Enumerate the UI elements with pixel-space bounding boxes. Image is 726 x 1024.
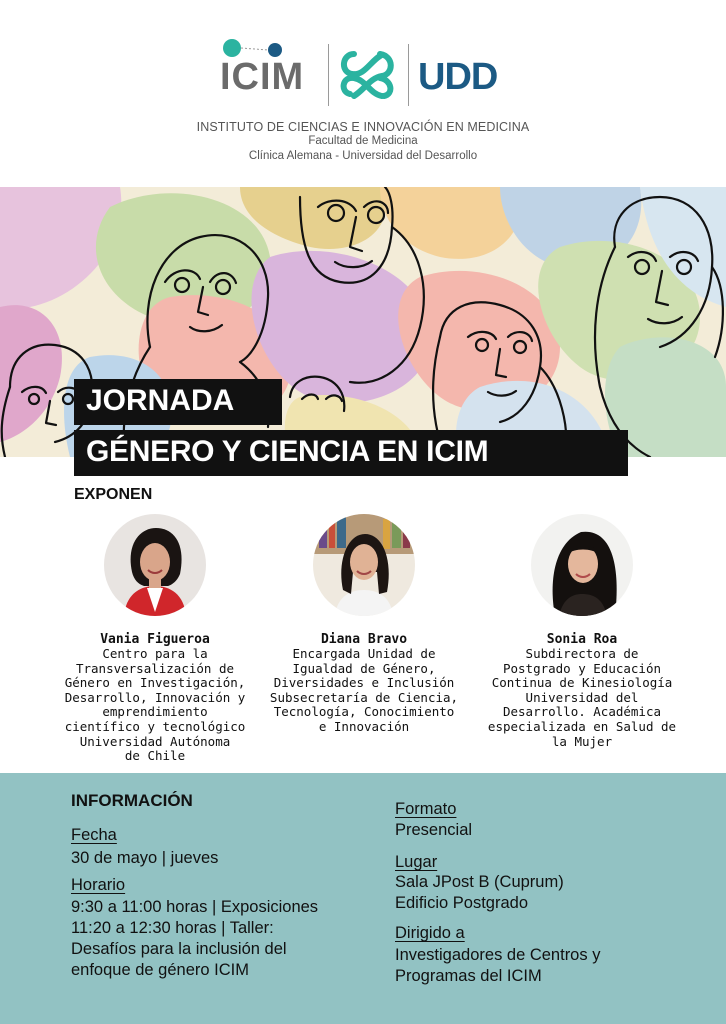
speaker-name: Sonia Roa bbox=[546, 632, 618, 647]
formato-value: Presencial bbox=[395, 821, 473, 839]
speakers-heading: EXPONEN bbox=[74, 486, 153, 503]
udd-wordmark: UDD bbox=[418, 56, 498, 98]
speaker-name: Diana Bravo bbox=[320, 632, 408, 647]
logo-bar bbox=[0, 38, 726, 110]
horario-label: Horario bbox=[71, 876, 126, 894]
lugar-label: Lugar bbox=[395, 853, 438, 871]
fecha-value: 30 de mayo | jueves bbox=[71, 849, 219, 867]
info-section bbox=[0, 773, 726, 1024]
speaker-card bbox=[467, 514, 697, 749]
speaker-card bbox=[40, 514, 270, 764]
university-name: Clínica Alemana - Universidad del Desarrollo bbox=[248, 150, 478, 162]
icim-logo bbox=[220, 38, 320, 108]
speaker-name: Vania Figueroa bbox=[100, 632, 210, 647]
institute-name: INSTITUTO DE CIENCIAS E INNOVACIÓN EN MEDICINA bbox=[196, 120, 530, 134]
speaker-description: Centro para la Transversalización de Género en Investigación, Desarrollo, Innovación y emprendimiento científico y tecnológico Universidad Autónoma de Chile bbox=[64, 646, 246, 764]
info-title: INFORMACIÓN bbox=[71, 791, 193, 810]
lugar-value: Sala JPost B (Cuprum) Edificio Postgrado bbox=[395, 873, 564, 912]
dirigido-label: Dirigido a bbox=[395, 924, 465, 942]
formato-label: Formato bbox=[395, 800, 457, 818]
faculty-name: Facultad de Medicina bbox=[308, 135, 418, 147]
avatar bbox=[531, 514, 633, 616]
horario-value: 9:30 a 11:00 horas | Exposiciones 11:20 a 12:30 horas | Taller: Desafíos para la inclusión del enfoque de género ICIM bbox=[71, 898, 319, 979]
dirigido-value: Investigadores de Centros y Programas del ICIM bbox=[395, 946, 601, 985]
speaker-description: Encargada Unidad de Igualdad de Género, Diversidades e Inclusión Subsecretaría de Ciencia, Tecnología, Conocimiento e Innovación bbox=[269, 646, 459, 734]
fecha-label: Fecha bbox=[71, 826, 117, 844]
logo-divider bbox=[408, 44, 409, 106]
institute-block bbox=[0, 120, 726, 164]
avatar bbox=[313, 514, 415, 616]
avatar bbox=[104, 514, 206, 616]
speaker-card bbox=[249, 514, 479, 735]
title-line-2: GÉNERO Y CIENCIA EN ICIM bbox=[74, 430, 628, 476]
knot-logo-icon bbox=[336, 44, 398, 106]
speaker-description: Subdirectora de Postgrado y Educación Continua de Kinesiología Universidad del Desarrollo. Académica especializada en Salud de la Mujer bbox=[487, 646, 677, 749]
title-line-1: JORNADA bbox=[74, 379, 282, 425]
icim-wordmark: ICIM bbox=[220, 56, 305, 98]
logo-divider bbox=[328, 44, 329, 106]
